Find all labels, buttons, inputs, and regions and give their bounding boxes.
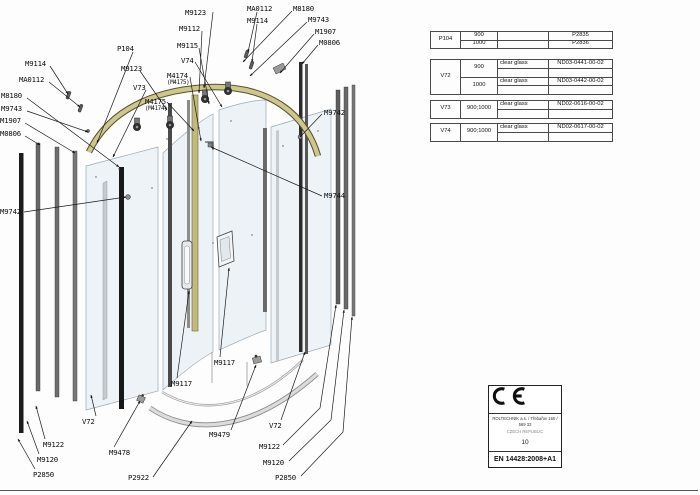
screw: [78, 104, 84, 113]
part-label: M9743: [1, 104, 22, 113]
manufacturer-country: CZECH REPUBLIC: [506, 428, 544, 434]
part-label: M9122: [259, 442, 280, 451]
part-label: P2922: [128, 473, 149, 482]
ce-certification-box: [488, 385, 562, 468]
part-label: M4174: [167, 71, 188, 80]
part-label: M4175: [145, 97, 166, 106]
part-label: M0806: [319, 38, 340, 47]
part-label: M9120: [37, 455, 58, 464]
table-cell: clear glass: [498, 101, 549, 110]
part-label: P2850: [275, 473, 296, 482]
fastener: [126, 195, 131, 200]
part-label: (M4174): [145, 106, 168, 112]
part-label: M9114: [247, 16, 268, 25]
part-label: V72: [82, 417, 95, 426]
table-cell: 900;1000: [461, 101, 498, 119]
table-cell: 1000: [461, 77, 498, 95]
clamp: [252, 354, 262, 364]
roller: [133, 118, 141, 131]
ce-logo-icon: [489, 386, 529, 406]
table-cell: V73: [431, 101, 461, 119]
part-label: M1907: [0, 116, 21, 125]
part-label: M9114: [25, 59, 46, 68]
part-label: V72: [269, 421, 282, 430]
part-label: P2850: [33, 470, 54, 479]
table-cell: P2836: [549, 40, 613, 49]
part-label: M9478: [109, 448, 130, 457]
leader-line: [49, 82, 80, 107]
part-label: M9122: [43, 440, 64, 449]
door-handle: [220, 237, 231, 262]
table-cell: ND03-0442-00-02: [549, 77, 613, 86]
clamp: [208, 143, 212, 147]
part-label: M9112: [179, 24, 200, 33]
leader-line: [36, 406, 45, 439]
table-cell: ND02-0617-00-02: [549, 124, 613, 133]
wall-profiles-left: [19, 143, 77, 433]
manufacturer-line: ROLTECHNIK a.s. / Třebařov 160 / 569 33: [492, 416, 558, 428]
roller: [224, 82, 232, 95]
part-label: V73: [133, 83, 146, 92]
table-cell: ND02-0616-00-02: [549, 101, 613, 110]
part-label: MA0112: [247, 4, 273, 13]
table-cell: 1000: [461, 40, 498, 49]
part-label: M9115: [177, 41, 198, 50]
leader-line: [113, 90, 146, 157]
table-cell: 900: [461, 60, 498, 78]
part-label: MA0112: [19, 75, 45, 84]
leader-line: [18, 439, 35, 469]
ce-standard: EN 14428:2008+A1: [489, 451, 561, 467]
leader-line: [97, 52, 133, 143]
part-label: M9123: [121, 64, 142, 73]
screw: [86, 129, 89, 132]
part-label: M9123: [185, 8, 206, 17]
leader-line: [114, 401, 140, 447]
table-cell: 900: [461, 32, 498, 41]
part-label: V74: [181, 56, 194, 65]
screw: [249, 61, 254, 70]
part-label: M8180: [293, 4, 314, 13]
table-cell: clear glass: [498, 77, 549, 86]
leader-line: [27, 111, 88, 132]
ce-number: 10: [521, 439, 529, 447]
part-label: (M4175): [167, 80, 190, 86]
leader-line: [153, 421, 192, 477]
table-cell: clear glass: [498, 60, 549, 69]
door-handle: [185, 246, 190, 284]
part-label: M8180: [1, 91, 22, 100]
part-label: M0806: [0, 129, 21, 138]
table-cell: P104: [431, 32, 461, 49]
leader-line: [25, 136, 40, 145]
part-label: M9117: [171, 379, 192, 388]
part-label: M9117: [214, 358, 235, 367]
table-cell: 900;1000: [461, 124, 498, 142]
ce-mark: [489, 386, 561, 414]
table-cell: V74: [431, 124, 461, 142]
part-label: M1907: [315, 27, 336, 36]
leader-line: [27, 421, 39, 454]
part-label: M9742: [324, 108, 345, 117]
part-label: M9744: [324, 191, 345, 200]
part-label: M9742: [0, 207, 21, 216]
leader-line: [243, 11, 292, 62]
table-cell: P2835: [549, 32, 613, 41]
glass-panel-left: [86, 147, 158, 410]
manufacturer-address: [489, 414, 561, 435]
leader-line: [25, 123, 75, 153]
part-label: M9743: [308, 15, 329, 24]
sliding-door-right: [219, 100, 267, 350]
part-label: M9120: [263, 458, 284, 467]
table-cell: ND03-0441-00-02: [549, 60, 613, 69]
leader-line: [302, 45, 318, 64]
table-cell: V72: [431, 60, 461, 95]
roller: [166, 116, 174, 129]
leader-line: [204, 12, 213, 88]
part-label: M9479: [209, 430, 230, 439]
leader-line: [280, 34, 314, 73]
table-cell: clear glass: [498, 124, 549, 133]
part-label: P104: [117, 44, 134, 53]
